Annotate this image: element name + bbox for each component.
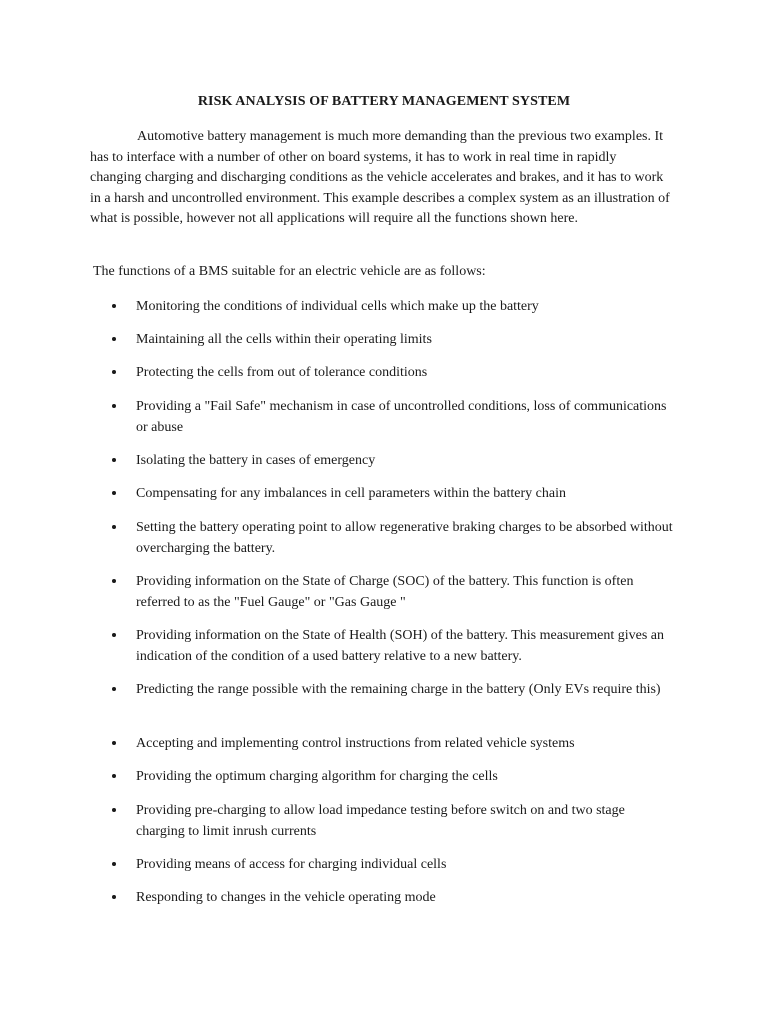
list-item-text: Compensating for any imbalances in cell parameters within the battery chain xyxy=(136,486,566,501)
bullet-dot-icon xyxy=(112,304,116,308)
list-item-text: Responding to changes in the vehicle operating mode xyxy=(136,890,436,905)
list-item-text: Protecting the cells from out of tolerance conditions xyxy=(136,365,428,380)
bullet-dot-icon xyxy=(112,525,116,529)
list-item-text: Providing means of access for charging individual cells xyxy=(136,857,447,872)
bullet-dot-icon xyxy=(112,862,116,866)
bullet-dot-icon xyxy=(112,774,116,778)
bullet-dot-icon xyxy=(112,458,116,462)
document-title: RISK ANALYSIS OF BATTERY MANAGEMENT SYSTEM xyxy=(197,94,571,109)
list-item-text: Providing information on the State of Health (SOH) of the battery. This measurement gives an indication of the condition of a used battery relative to a new battery. xyxy=(136,628,664,664)
bullet-dot-icon xyxy=(112,895,116,899)
bullet-dot-icon xyxy=(112,687,116,691)
list-item-text: Isolating the battery in cases of emergency xyxy=(136,453,376,468)
bullet-dot-icon xyxy=(112,491,116,495)
bullet-dot-icon xyxy=(112,808,116,812)
intro-paragraph: Automotive battery management is much more demanding than the previous two examples. It has to interface with a number of other on board systems, it has to work in real time in rapidly changing charging and discharging conditions as the vehicle accelerates and brakes, and it has to work in a harsh and uncontrolled environment. This example describes a complex system as an illustration of what is possible, however not all applications will require all the functions shown here. xyxy=(90,129,670,226)
list-item-text: Accepting and implementing control instructions from related vehicle systems xyxy=(136,736,575,751)
list-item-text: Providing information on the State of Charge (SOC) of the battery. This function is often referred to as the "Fuel Gauge" or "Gas Gauge " xyxy=(136,574,634,610)
list-item-text: Predicting the range possible with the remaining charge in the battery (Only EVs require this) xyxy=(136,682,661,697)
list-item-text: Maintaining all the cells within their operating limits xyxy=(136,332,432,347)
bullet-dot-icon xyxy=(112,741,116,745)
bullet-dot-icon xyxy=(112,633,116,637)
list-item-text: Providing pre-charging to allow load impedance testing before switch on and two stage charging to limit inrush currents xyxy=(136,803,625,839)
bullet-dot-icon xyxy=(112,579,116,583)
list-item-text: Setting the battery operating point to allow regenerative braking charges to be absorbed without overcharging the battery. xyxy=(136,520,673,556)
bullet-dot-icon xyxy=(112,370,116,374)
bullet-dot-icon xyxy=(112,337,116,341)
list-item-text: Providing a "Fail Safe" mechanism in case of uncontrolled conditions, loss of communications or abuse xyxy=(136,399,667,435)
bullet-dot-icon xyxy=(112,404,116,408)
functions-lead-sentence: The functions of a BMS suitable for an electric vehicle are as follows: xyxy=(93,264,486,279)
list-item-text: Providing the optimum charging algorithm for charging the cells xyxy=(136,769,498,784)
list-item-text: Monitoring the conditions of individual cells which make up the battery xyxy=(136,299,539,314)
